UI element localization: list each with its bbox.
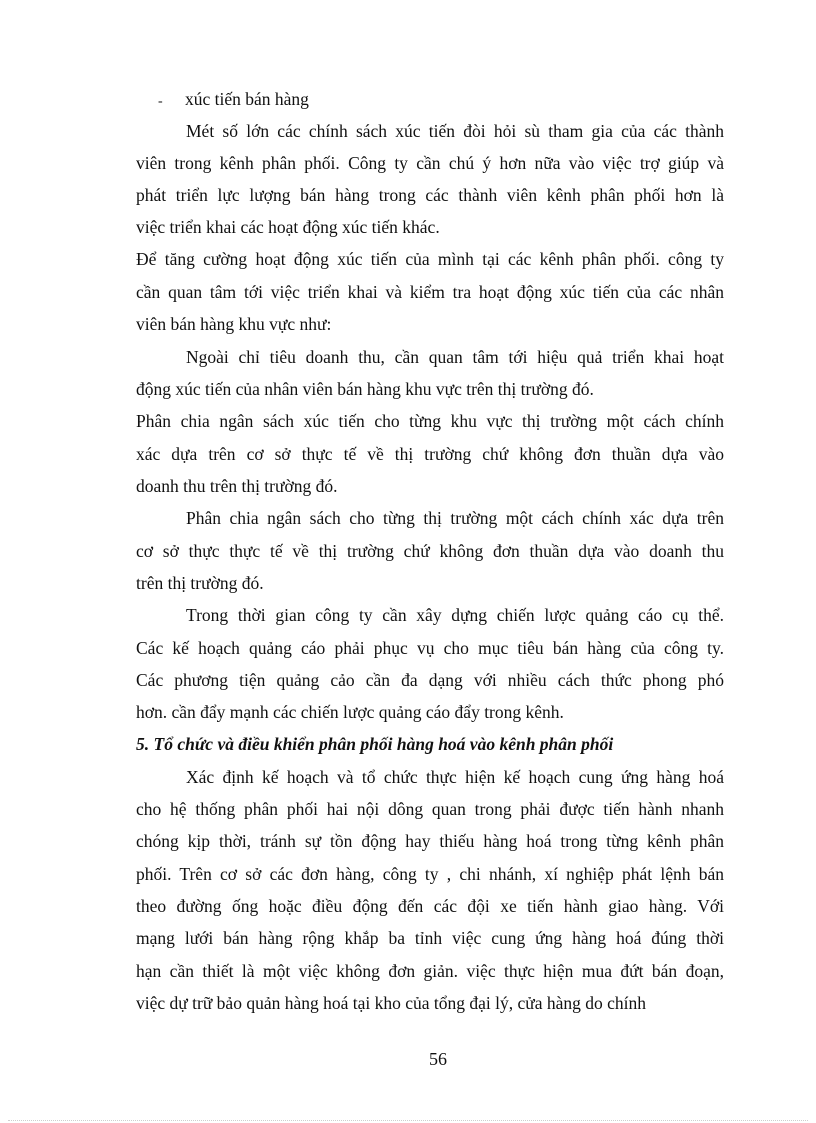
paragraph-line: Các phương tiện quảng cảo cần đa dạng với nhiều cách thức phong phó xyxy=(136,670,724,690)
paragraph-line: cho hệ thống phân phối hai nội dông quan trong phải được tiến hành nhanh xyxy=(136,799,724,819)
paragraph-line: Trong thời gian công ty cần xây dựng chiến lược quảng cáo cụ thể. xyxy=(186,605,724,625)
bullet-dash: - xyxy=(158,94,163,109)
paragraph-line: Ngoài chỉ tiêu doanh thu, cần quan tâm tới hiệu quả triển khai hoạt xyxy=(186,347,724,367)
paragraph-line: theo đường ống hoặc điều động đến các đội xe tiến hành giao hàng. Với xyxy=(136,896,724,916)
paragraph-line: phát triển lực lượng bán hàng trong các thành viên kênh phân phối hơn là xyxy=(136,185,724,205)
bullet-text: xúc tiến bán hàng xyxy=(185,89,309,109)
paragraph-line: chóng kịp thời, tránh sự tồn động hay thiếu hàng hoá trong từng kênh phân xyxy=(136,831,724,851)
paragraph-line: hạn cần thiết là một việc không đơn giản. việc thực hiện mua đứt bán đoạn, xyxy=(136,961,724,981)
paragraph-line: hơn. cần đẩy mạnh các chiến lược quảng cáo đẩy trong kênh. xyxy=(136,702,564,722)
page-number: 56 xyxy=(429,1049,447,1069)
section-heading: 5. Tổ chức và điều khiển phân phối hàng hoá vào kênh phân phối xyxy=(136,734,614,754)
paragraph-line: Phân chia ngân sách xúc tiến cho từng khu vực thị trường một cách chính xyxy=(136,411,724,431)
paragraph-line: phối. Trên cơ sở các đơn hàng, công ty , chi nhánh, xí nghiệp phát lệnh bán xyxy=(136,864,724,884)
paragraph-line: cơ sở thực thực tế về thị trường chứ không đơn thuần dựa vào doanh thu xyxy=(136,541,724,561)
paragraph-line: Phân chia ngân sách cho từng thị trường một cách chính xác dựa trên xyxy=(186,508,724,528)
paragraph-line: Mét số lớn các chính sách xúc tiến đòi hỏi sù tham gia của các thành xyxy=(186,121,724,141)
paragraph-line: Để tăng cường hoạt động xúc tiến của mình tại các kênh phân phối. công ty xyxy=(136,249,724,269)
paragraph-line: trên thị trường đó. xyxy=(136,573,264,593)
paragraph-line: mạng lưới bán hàng rộng khắp ba tỉnh việc cung ứng hàng hoá đúng thời xyxy=(136,928,724,948)
paragraph-line: Xác định kế hoạch và tổ chức thực hiện kế hoạch cung ứng hàng hoá xyxy=(186,767,724,787)
paragraph-line: động xúc tiến của nhân viên bán hàng khu vực trên thị trường đó. xyxy=(136,379,594,399)
paragraph-line: cần quan tâm tới việc triển khai và kiểm tra hoạt động xúc tiến của các nhân xyxy=(136,282,724,302)
page-bottom-divider xyxy=(8,1120,808,1121)
paragraph-line: Các kế hoạch quảng cáo phải phục vụ cho mục tiêu bán hàng của công ty. xyxy=(136,638,724,658)
paragraph-line: việc triển khai các hoạt động xúc tiến khác. xyxy=(136,217,440,237)
paragraph-line: viên bán hàng khu vực như: xyxy=(136,314,332,334)
paragraph-line: doanh thu trên thị trường đó. xyxy=(136,476,338,496)
paragraph-line: xác dựa trên cơ sở thực tế về thị trường chứ không đơn thuần dựa vào xyxy=(136,444,724,464)
paragraph-line: viên trong kênh phân phối. Công ty cần chú ý hơn nữa vào việc trợ giúp và xyxy=(136,153,724,173)
paragraph-line: việc dự trữ bảo quản hàng hoá tại kho của tổng đại lý, cửa hàng do chính xyxy=(136,993,647,1013)
